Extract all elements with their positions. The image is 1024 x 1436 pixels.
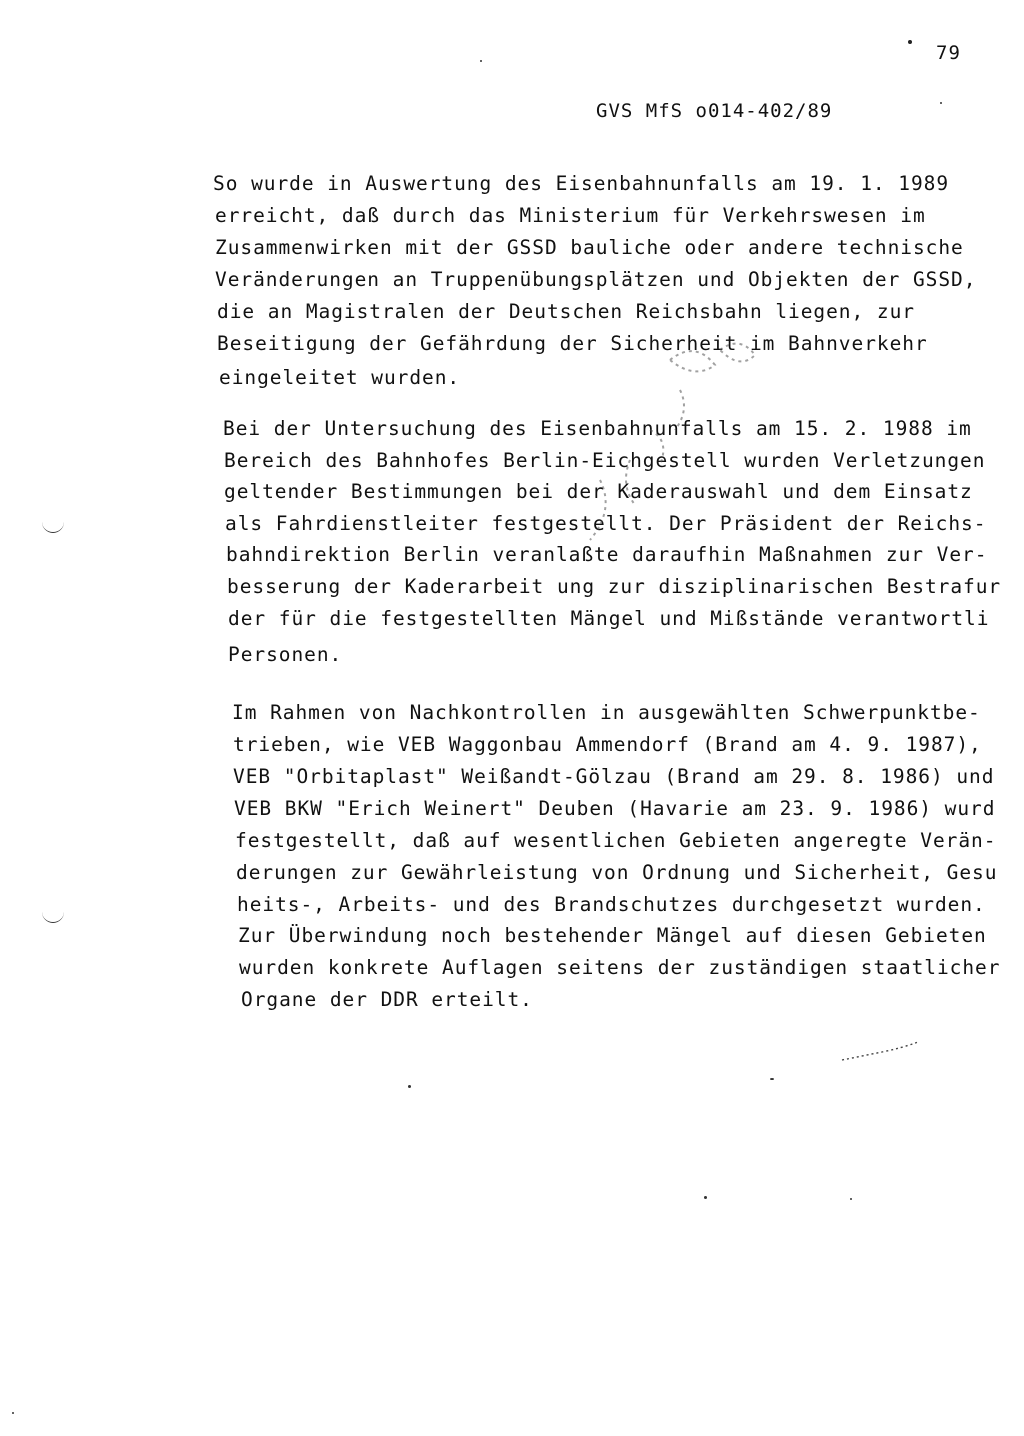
paragraph-3-line-6: derungen zur Gewährleistung von Ordnung und Sicherheit, Gesu bbox=[236, 861, 998, 884]
paragraph-1-line-4: Veränderungen an Truppenübungsplätzen und Objekten der GSSD, bbox=[215, 268, 977, 291]
margin-mark bbox=[42, 912, 64, 923]
paragraph-3-line-9: wurden konkrete Auflagen seitens der zuständigen staatlicher bbox=[239, 956, 1001, 979]
speck bbox=[850, 1198, 852, 1200]
speck bbox=[12, 1412, 14, 1414]
page-dot-mark bbox=[908, 40, 912, 44]
paragraph-2-line-1: Bei der Untersuchung des Eisenbahnunfalls am 15. 2. 1988 im bbox=[223, 417, 972, 440]
speck bbox=[704, 1196, 707, 1199]
paragraph-3-line-2: trieben, wie VEB Waggonbau Ammendorf (Brand am 4. 9. 1987), bbox=[233, 733, 982, 756]
paragraph-3-line-7: heits-, Arbeits- und des Brandschutzes durchgesetzt wurden. bbox=[237, 893, 986, 916]
paragraph-2-line-6: besserung der Kaderarbeit ung zur disziplinarischen Bestrafur bbox=[227, 575, 1002, 598]
document-reference: GVS MfS o014-402/89 bbox=[596, 100, 833, 122]
paragraph-2-line-3: geltender Bestimmungen bei der Kaderauswahl und dem Einsatz bbox=[224, 480, 973, 503]
paragraph-3-line-10: Organe der DDR erteilt. bbox=[241, 988, 533, 1011]
paragraph-3-line-5: festgestellt, daß auf wesentlichen Gebieten angeregte Verän- bbox=[235, 829, 997, 852]
speck bbox=[480, 60, 482, 62]
margin-mark bbox=[42, 522, 64, 533]
paragraph-2-line-5: bahndirektion Berlin veranlaßte daraufhin Maßnahmen zur Ver- bbox=[226, 543, 988, 566]
speck bbox=[940, 102, 942, 104]
page-number: 79 bbox=[936, 42, 961, 64]
paragraph-1-line-3: Zusammenwirken mit der GSSD bauliche oder andere technische bbox=[215, 236, 964, 259]
paragraph-1-line-1: So wurde in Auswertung des Eisenbahnunfalls am 19. 1. 1989 bbox=[213, 172, 950, 195]
paragraph-2-line-7: der für die festgestellten Mängel und Mißstände verantwortli bbox=[228, 607, 990, 630]
paragraph-1-line-7: eingeleitet wurden. bbox=[219, 366, 461, 389]
paragraph-1-line-2: erreicht, daß durch das Ministerium für Verkehrswesen im bbox=[215, 204, 926, 227]
paragraph-1-line-6: Beseitigung der Gefährdung der Sicherheit im Bahnverkehr bbox=[217, 332, 928, 355]
pencil-stroke bbox=[840, 1040, 920, 1064]
speck bbox=[770, 1078, 774, 1080]
paragraph-3-line-1: Im Rahmen von Nachkontrollen in ausgewählten Schwerpunktbe- bbox=[232, 701, 981, 724]
paragraph-2-line-2: Bereich des Bahnhofes Berlin-Eichgestell wurden Verletzungen bbox=[224, 449, 986, 472]
speck bbox=[408, 1085, 411, 1088]
paragraph-3-line-3: VEB "Orbitaplast" Weißandt-Gölzau (Brand am 29. 8. 1986) und bbox=[233, 765, 995, 788]
paragraph-3-line-4: VEB BKW "Erich Weinert" Deuben (Havarie am 23. 9. 1986) wurd bbox=[234, 797, 996, 820]
paragraph-2-line-8: Personen. bbox=[228, 643, 343, 666]
paragraph-1-line-5: die an Magistralen der Deutschen Reichsbahn liegen, zur bbox=[217, 300, 915, 323]
paragraph-3-line-8: Zur Überwindung noch bestehender Mängel auf diesen Gebieten bbox=[238, 924, 987, 947]
paragraph-2-line-4: als Fahrdienstleiter festgestellt. Der Präsident der Reichs- bbox=[225, 512, 987, 535]
